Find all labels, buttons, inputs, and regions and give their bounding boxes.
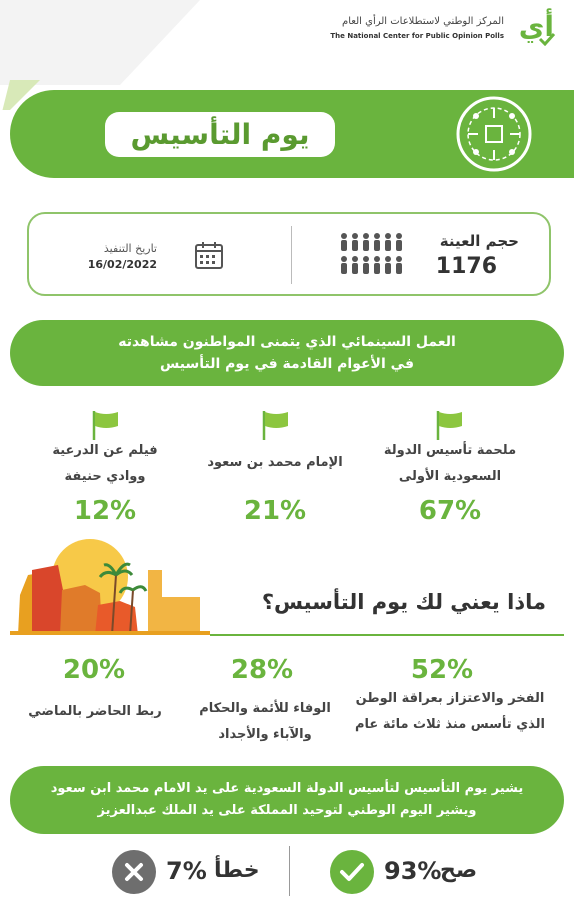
survey-info-card — [27, 212, 551, 296]
ncpop-logo — [330, 10, 554, 50]
flag-icon — [258, 408, 292, 442]
diriyah-skyline-illustration — [10, 535, 210, 635]
wrong-label: خطأ — [214, 858, 260, 883]
q2-option3-label: ربط الحاضر بالماضي — [28, 704, 162, 719]
q1-option3-percent: 12% — [73, 496, 137, 526]
q1-option3-label: فيلم عن الدرعية ووادي حنيفة — [52, 443, 158, 484]
info-divider — [291, 226, 292, 284]
question1-line1: العمل السينمائي الذي يتمنى المواطنون مشاهدته — [118, 334, 456, 350]
statement-pill — [10, 766, 564, 834]
question1-pill — [10, 320, 564, 386]
title-wrap — [10, 90, 430, 178]
q2-option3-percent: 20% — [62, 655, 126, 685]
q2-option1-percent: 52% — [410, 655, 474, 685]
statement-line2: ويشير اليوم الوطني لتوحيد المملكة على يد الملك عبدالعزيز — [97, 803, 477, 818]
correct-label: صح — [440, 858, 478, 883]
title-banner — [10, 90, 574, 178]
question1-line2: في الأعوام القادمة في يوم التأسيس — [160, 356, 414, 372]
statement-line1: يشير يوم التأسيس لتأسيس الدولة السعودية على يد الامام محمد ابن سعود — [50, 781, 524, 796]
sample-size-value: 1176 — [435, 254, 497, 279]
logo-arabic-name: المركز الوطني لاستطلاعات الرأي العام — [342, 16, 504, 27]
flag-icon — [432, 408, 466, 442]
execution-date-label: تاريخ التنفيذ — [103, 242, 157, 255]
q2-option2-label: الوفاء للأئمة والحكام والآباء والأجداد — [199, 701, 331, 742]
calendar-icon — [194, 240, 224, 270]
logo-mark: أي — [518, 10, 554, 43]
execution-date-value: 16/02/2022 — [87, 258, 157, 271]
answers-divider — [289, 846, 290, 896]
correct-badge — [330, 850, 374, 894]
founding-day-emblem-icon — [454, 94, 534, 174]
section-rule — [210, 634, 564, 636]
q2-option1-label: الفخر والاعتزاز بعراقة الوطن الذي تأسس منذ ثلاث مائة عام — [355, 691, 545, 732]
q2-option2-percent: 28% — [230, 655, 294, 685]
logo-english-name: The National Center for Public Opinion Polls — [330, 32, 504, 40]
page-title: يوم التأسيس — [105, 112, 336, 157]
q1-option2-percent: 21% — [243, 496, 307, 526]
q1-option1-label: ملحمة تأسيس الدولة السعودية الأولى — [383, 443, 517, 484]
checkmark-icon — [330, 850, 374, 894]
checkmark-icon — [538, 32, 556, 46]
sample-size-label: حجم العينة — [439, 232, 519, 250]
close-icon — [112, 850, 156, 894]
wrong-percent: 7% — [166, 857, 207, 885]
flag-icon — [88, 408, 122, 442]
correct-percent: 93% — [384, 857, 442, 885]
q1-option2-label: الإمام محمد بن سعود — [207, 455, 343, 470]
people-icon — [339, 232, 409, 276]
question2-title: ماذا يعني لك يوم التأسيس؟ — [261, 590, 546, 614]
q1-option1-percent: 67% — [418, 496, 482, 526]
wrong-badge — [112, 850, 156, 894]
